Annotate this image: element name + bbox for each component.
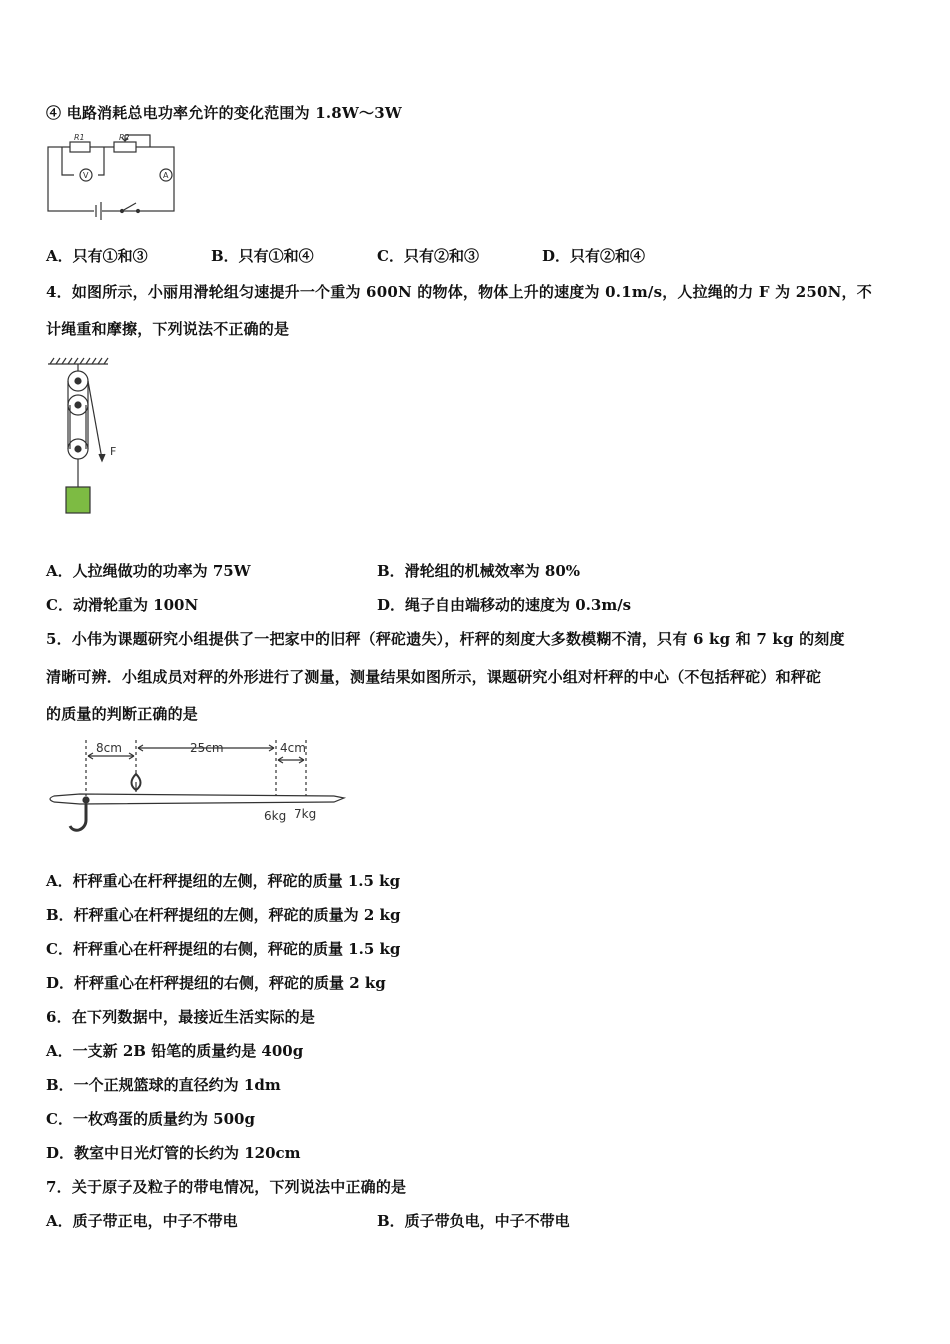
q3-option-a[interactable]: A．只有①和③ xyxy=(46,247,148,265)
q5-option-a[interactable]: A．杆秤重心在杆秤提纽的左侧，秤砣的质量 1.5 kg xyxy=(46,872,401,890)
steelyard-rod xyxy=(50,794,344,804)
dim-8cm: 8cm xyxy=(96,741,122,755)
mark-6kg: 6kg xyxy=(264,809,287,823)
free-rope xyxy=(88,381,102,459)
ammeter-label: A xyxy=(163,171,169,180)
q4-option-a[interactable]: A．人拉绳做功的功率为 75W xyxy=(46,562,251,580)
q3-option-c[interactable]: C．只有②和③ xyxy=(377,247,479,265)
q5-stem-line1: 5．小伟为课题研究小组提供了一把家中的旧秤（秤砣遗失），杆秤的刻度大多数模糊不清，只有 6 kg 和 7 kg 的刻度 xyxy=(46,630,845,648)
q6-option-c[interactable]: C．一枚鸡蛋的质量约为 500g xyxy=(46,1110,255,1128)
q5-option-d[interactable]: D．杆秤重心在杆秤提纽的右侧，秤砣的质量 2 kg xyxy=(46,974,386,992)
q5-stem-line2: 清晰可辨．小组成员对秤的外形进行了测量，测量结果如图所示，课题研究小组对杆秤的中心（不包括秤砣）和秤砣 xyxy=(46,668,822,686)
weight-block xyxy=(66,487,90,513)
q6-option-a[interactable]: A．一支新 2B 铅笔的质量约是 400g xyxy=(46,1042,304,1060)
q6-option-b[interactable]: B．一个正规篮球的直径约为 1dm xyxy=(46,1076,281,1094)
q5-stem-line3: 的质量的判断正确的是 xyxy=(46,705,199,723)
q4-option-d[interactable]: D．绳子自由端移动的速度为 0.3m/s xyxy=(377,596,632,614)
mark-7kg: 7kg xyxy=(294,807,317,821)
dim-4cm: 4cm xyxy=(280,741,306,755)
q7-stem: 7．关于原子及粒子的带电情况，下列说法中正确的是 xyxy=(46,1178,407,1196)
voltmeter-label: V xyxy=(83,171,89,180)
dim-25cm: 25cm xyxy=(190,741,224,755)
q7-option-b[interactable]: B．质子带负电，中子不带电 xyxy=(377,1212,570,1230)
q6-stem: 6．在下列数据中，最接近生活实际的是 xyxy=(46,1008,316,1026)
r1-label: R1 xyxy=(74,133,85,142)
circuit-diagram xyxy=(44,133,179,215)
resistor-r1 xyxy=(70,142,90,152)
q6-option-d[interactable]: D．教室中日光灯管的长约为 120cm xyxy=(46,1144,301,1162)
force-label: F xyxy=(110,445,117,458)
r2-label: R2 xyxy=(119,133,130,142)
hook-icon xyxy=(70,804,86,830)
resistor-r2 xyxy=(114,142,136,152)
q5-option-b[interactable]: B．杆秤重心在杆秤提纽的左侧，秤砣的质量为 2 kg xyxy=(46,906,401,924)
q4-stem-line2: 计绳重和摩擦，下列说法不正确的是 xyxy=(46,320,290,338)
q3-option-d[interactable]: D．只有②和④ xyxy=(542,247,646,265)
q4-stem-line1: 4．如图所示，小丽用滑轮组匀速提升一个重为 600N 的物体，物体上升的速度为 0.1m/s，人拉绳的力 F 为 250N，不 xyxy=(46,283,872,301)
q7-option-a[interactable]: A．质子带正电，中子不带电 xyxy=(46,1212,238,1230)
circuit-wire-loop xyxy=(48,147,174,211)
steelyard-diagram xyxy=(44,734,354,846)
pulley-diagram xyxy=(44,355,134,520)
q4-option-b[interactable]: B．滑轮组的机械效率为 80% xyxy=(377,562,581,580)
q4-option-c[interactable]: C．动滑轮重为 100N xyxy=(46,596,199,614)
q5-option-c[interactable]: C．杆秤重心在杆秤提纽的右侧，秤砣的质量 1.5 kg xyxy=(46,940,401,958)
q3-option-b[interactable]: B．只有①和④ xyxy=(211,247,314,265)
q3-item4: ④ 电路消耗总电功率允许的变化范围为 1.8W～3W xyxy=(46,104,402,122)
switch-icon xyxy=(122,203,136,211)
